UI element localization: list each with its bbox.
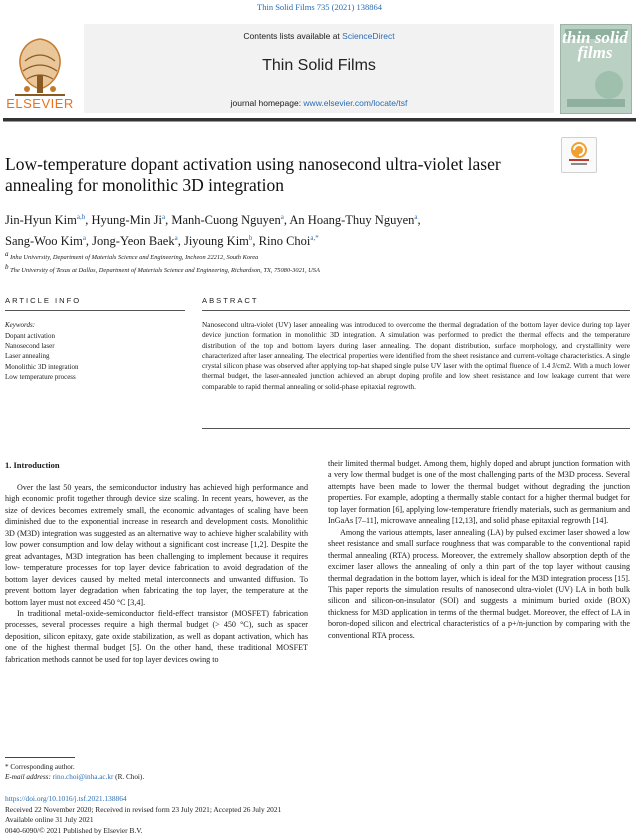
affiliation <box>5 250 625 263</box>
affiliation-list <box>5 250 625 275</box>
abstract-bottom-rule <box>202 428 630 429</box>
affiliation <box>5 263 625 276</box>
copyright-line: 0040-6090/© 2021 Published by Elsevier B.V. <box>5 825 143 835</box>
paragraph: Over the last 50 years, the semiconductor industry has achieved high performance and high economic profit together through device size scaling. In recent years, however, as the size of devices becomes extremely small, the economic advantages of scaling have been diminished due to the exponential increase in research and development costs. Monolithic 3D (M3D) integration was suggested as an alternative way to achieve higher scalability with low power consumption and low delay without a significant cost increase [1,2]. Despite the great advantages, M3D integration has been challenging to implement because it requires low- temperature processes for top layer device fabrication to avoid degradation of the bottom layer devices caused by melted metal interconnects and unwanted diffusion. To prevent bottom layer degradation when fabricating the top layer, the temperature at the bottom layer must not exceed 450 °C [3,4]. <box>5 483 308 607</box>
sciencedirect-link[interactable]: ScienceDirect <box>342 31 395 41</box>
author-name[interactable]: Jiyoung Kim <box>183 234 249 249</box>
article-title: Low-temperature dopant activation using nanosecond ultra-violet laser annealing for monolithic 3D integration <box>5 154 501 195</box>
contents-line <box>84 31 554 41</box>
author-name[interactable]: Rino Choi <box>258 234 311 249</box>
footnotes <box>5 762 144 782</box>
check-updates-icon <box>562 138 596 172</box>
header-divider-thin <box>3 121 636 122</box>
author-name[interactable]: Jong-Yeon Baek <box>92 234 175 249</box>
paragraph: Among the various attempts, laser annealing (LA) by pulsed excimer laser showed a low sheet resistance and small surface roughness that was comparable to the conventional rapid thermal annealing (RTA) process. Moreover, the extremely shallow absorption depth of the excimer laser allows the annealing of only a thin part of the top layer without causing thermal degradation in the bottom layer, which is ideal for the M3D integration process [15]. This paper reports the simulation results of nanosecond ultra-violet (UV) LA in both bulk silicon and silicon-on-insulator (SOI) and suggests a minimum buried oxide (BOX) thickness for M3D application in terms of the thermal budget. Moreover, the effect of LA in boron-doped silicon and electrical characteristics of a p+/n-junction by comparing with the conventional RTA process. <box>328 527 630 640</box>
affiliation-text: The University of Texas at Dallas, Department of Materials Science and Engineering, Richardson, TX, 75080-3021, USA <box>8 266 320 274</box>
author-name[interactable]: Sang-Woo Kim <box>5 234 83 249</box>
author-affiliation-mark[interactable]: b <box>248 234 253 243</box>
keywords-label: Keywords: <box>5 321 36 329</box>
affiliation-mark: a <box>5 250 9 258</box>
affiliation-mark: b <box>5 262 9 271</box>
email-label: E-mail address: <box>5 773 53 781</box>
paragraph: their limited thermal budget. Among them, highly doped and abrupt junction formation with a very low thermal budget is one of the most challenging parts of the M3D process. Several attempts have been made to lower the thermal budget without degrading the junction properties. For example, adopting a thermally stable contact for a higher thermal budget for top layer formation [6], applying low-temperature friendly materials, such as germanium and InGaAs [7–11], microwave annealing [12,13], and solid phase epitaxial regrowth [14]. <box>328 459 630 526</box>
keyword: Nanosecond laser <box>5 342 55 351</box>
journal-homepage-link[interactable]: www.elsevier.com/locate/tsf <box>303 98 408 108</box>
history-line: Received 22 November 2020; Received in revised form 23 July 2021; Accepted 26 July 2021 <box>5 804 282 814</box>
author-affiliation-mark[interactable]: a <box>280 213 284 221</box>
author-list: Jin-Hyun Kim$^{a,b}$, Hyung-Min Ji$^a$, Manh-Cuong Nguyen$^a$, An Hoang-Thuy Nguyen$^a$, Sang-Woo Kim$^a$, Jong-Yeon Baek$^a$, Jiyoung Kim$^b$, Rino Choi$^{a,*}$ <box>5 213 421 249</box>
available-online: Available online 31 July 2021 <box>5 815 94 824</box>
homepage-line <box>84 98 554 108</box>
author-affiliation-mark[interactable]: a <box>174 234 178 243</box>
email-line <box>5 772 144 782</box>
author-affiliation-mark[interactable]: a,* <box>310 234 319 243</box>
affiliation-text: Inha University, Department of Materials Science and Engineering, Incheon 22212, South Korea <box>8 254 259 262</box>
homepage-prefix: journal homepage: <box>230 98 304 108</box>
abstract-text: Nanosecond ultra-violet (UV) laser annealing was introduced to overcome the thermal degradation of the bottom layer device during top layer device junction formation in monolithic 3D integration. A simulation was performed to predict the thermal effects and the temperature distribution of the top and bottom layers during laser annealing. The dopant distribution, surface morphology, and crystallinity were characterized after laser annealing. The electrical properties were identified from the sheet resistance and current-voltage characteristics. A single crystal silicon phase was observed after applying top-hat shaped single pulse UV laser with the optimal fluence of 1.4 J/cm2. With a much lower thermal budget, the laser-annealed junction achieved an abrupt doping profile and low sheet resistance and low leakage current that were comparable to rapid thermal annealing or solid-phase epitaxial regrowth. <box>202 320 630 391</box>
contents-prefix: Contents lists available at <box>243 31 343 41</box>
journal-title: Thin Solid Films <box>262 57 376 74</box>
publisher-logo-text: ELSEVIER <box>6 96 74 111</box>
keyword: Monolithic 3D integration <box>5 362 79 371</box>
keyword: Dopant activation <box>5 332 55 340</box>
body-column-right <box>328 458 630 641</box>
body-column-left <box>5 482 308 665</box>
article-info-rule <box>5 310 185 311</box>
author-affiliation-mark[interactable]: a,b <box>76 213 86 221</box>
introduction-heading: 1. Introduction <box>5 460 60 470</box>
check-for-updates-button[interactable] <box>561 137 597 173</box>
author-affiliation-mark[interactable]: a <box>82 234 86 243</box>
author-name[interactable]: Hyung-Min Ji <box>91 213 162 228</box>
article-meta <box>5 794 281 836</box>
abstract-heading: ABSTRACT <box>202 296 259 305</box>
footnote-rule <box>5 757 75 758</box>
author-affiliation-mark[interactable]: a <box>161 213 166 221</box>
author-affiliation-mark[interactable]: a <box>414 213 418 221</box>
corresponding-author-note: * Corresponding author. <box>5 763 75 771</box>
paragraph: In traditional metal-oxide-semiconductor field-effect transistor (MOSFET) fabrication processes, several processes require a high thermal budget (> 450 °C), such as spacer deposition, silicon epitaxy, gate oxide stabilization, as well as dopant activation, which has one of the highest thermal budget [5]. On the other hand, these traditional MOSFET fabrication methods cannot be used for top layer devices owing to <box>5 608 308 664</box>
article-info-heading: ARTICLE INFO <box>5 296 82 305</box>
cover-title: thin solid films <box>562 28 628 62</box>
author-name[interactable]: An Hoang-Thuy Nguyen <box>289 213 415 228</box>
keyword: Laser annealing <box>5 352 50 361</box>
doi-link[interactable]: https://doi.org/10.1016/j.tsf.2021.138864 <box>5 794 127 803</box>
author-name[interactable]: Jin-Hyun Kim <box>5 213 77 228</box>
abstract-rule <box>202 310 630 311</box>
email-suffix: (R. Choi). <box>113 773 145 781</box>
keyword-list <box>5 331 79 382</box>
keyword: Low temperature process <box>5 372 76 381</box>
email-link[interactable]: rino.choi@inha.ac.kr <box>52 773 114 781</box>
author-name[interactable]: Manh-Cuong Nguyen <box>171 213 281 228</box>
journal-citation[interactable]: Thin Solid Films 735 (2021) 138864 <box>257 2 382 12</box>
